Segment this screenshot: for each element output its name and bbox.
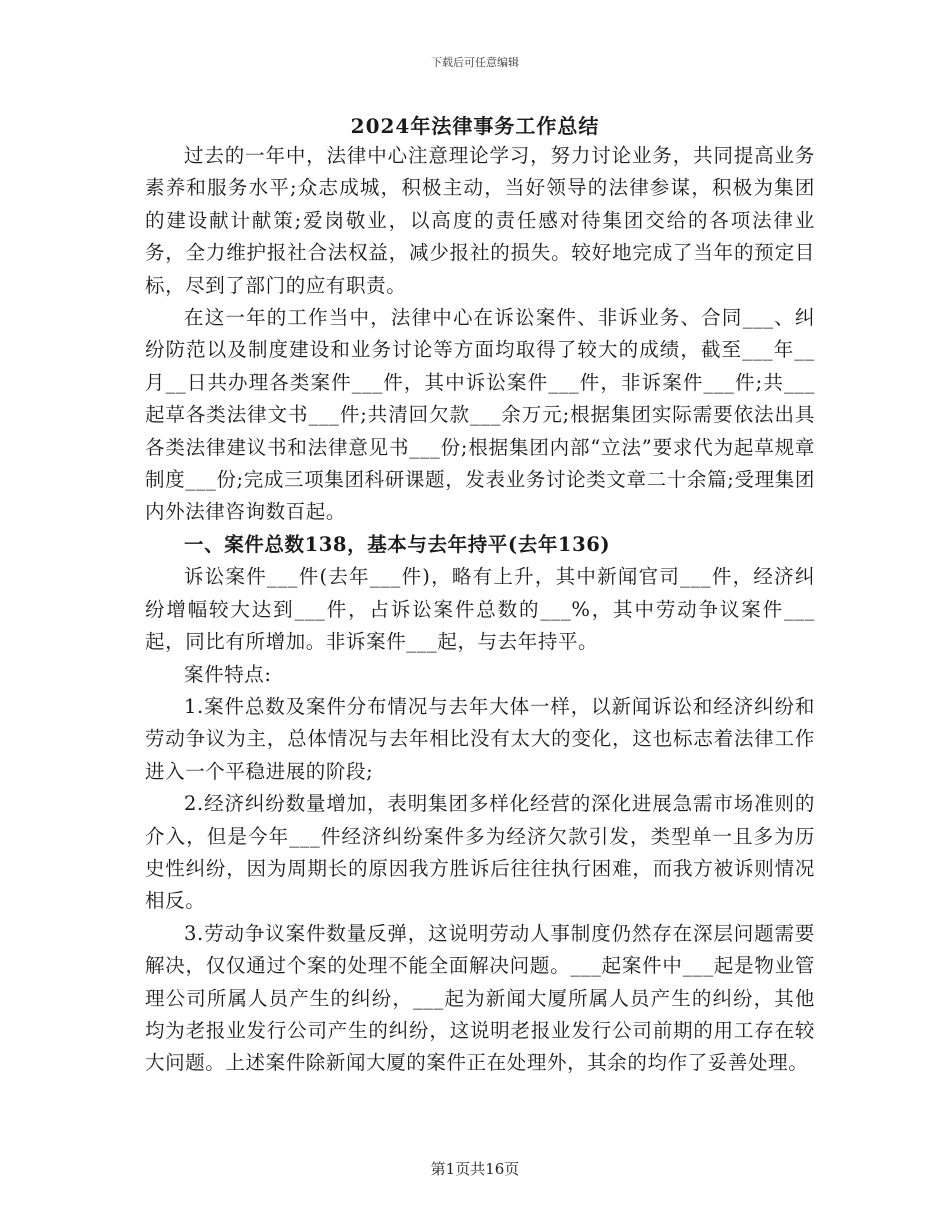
paragraph-features-label: 案件特点: bbox=[184, 662, 272, 686]
page-footer: 第1页共16页 bbox=[430, 1160, 520, 1178]
header-note: 下载后可任意编辑 bbox=[431, 56, 519, 69]
paragraph-point-1: 1.案件总数及案件分布情况与去年大体一样，以新闻诉讼和经济纠纷和劳动争议为主，总体情况与去年相比没有太大的变化，这也标志着法律工作进入一个平稳进展的阶段; bbox=[145, 694, 815, 783]
document-title: 2024年法律事务工作总结 bbox=[350, 114, 600, 138]
paragraph-summary: 在这一年的工作当中，法律中心在诉讼案件、非诉业务、合同___、纠纷防范以及制度建设和业务讨论等方面均取得了较大的成绩，截至___年__月__日共办理各类案件___件，其中诉讼案件___件，非诉案件___件;共___起草各类法律文书___件;共清回欠款___余万元;根据集团实际需要依法出具各类法律建议书和法律意见书___份;根据集团内部“立法”要求代为起草规章制度___份;完成三项集团科研课题，发表业务讨论类文章二十余篇;受理集团内外法律咨询数百起。 bbox=[145, 306, 815, 524]
document-body bbox=[145, 140, 815, 1080]
paragraph-intro: 过去的一年中，法律中心注意理论学习，努力讨论业务，共同提高业务素养和服务水平;众志成城，积极主动，当好领导的法律参谋，积极为集团的建设献计献策;爱岗敬业，以高度的责任感对待集团交给的各项法律业务，全力维护报社合法权益，减少报社的损失。较好地完成了当年的预定目标，尽到了部门的应有职责。 bbox=[145, 144, 815, 297]
paragraph-point-2: 2.经济纠纷数量增加，表明集团多样化经营的深化进展急需市场准则的介入，但是今年___件经济纠纷案件多为经济欠款引发，类型单一且多为历史性纠纷，因为周期长的原因我方胜诉后往往执行困难，而我方被诉则情况相反。 bbox=[145, 792, 815, 913]
paragraph-point-3: 3.劳动争议案件数量反弹，这说明劳动人事制度仍然存在深层问题需要解决，仅仅通过个案的处理不能全面解决问题。___起案件中___起是物业管理公司所属人员产生的纠纷，___起为新闻大厦所属人员产生的纠纷，其他均为老报业发行公司产生的纠纷，这说明老报业发行公司前期的用工存在较大问题。上述案件除新闻大厦的案件正在处理外，其余的均作了妥善处理。 bbox=[145, 921, 815, 1075]
paragraph-litigation: 诉讼案件___件(去年___件)，略有上升，其中新闻官司___件，经济纠纷增幅较大达到___件，占诉讼案件总数的___%，其中劳动争议案件___起，同比有所增加。非诉案件___起，与去年持平。 bbox=[145, 565, 815, 654]
section-heading: 一、案件总数138，基本与去年持平(去年136) bbox=[184, 532, 611, 556]
